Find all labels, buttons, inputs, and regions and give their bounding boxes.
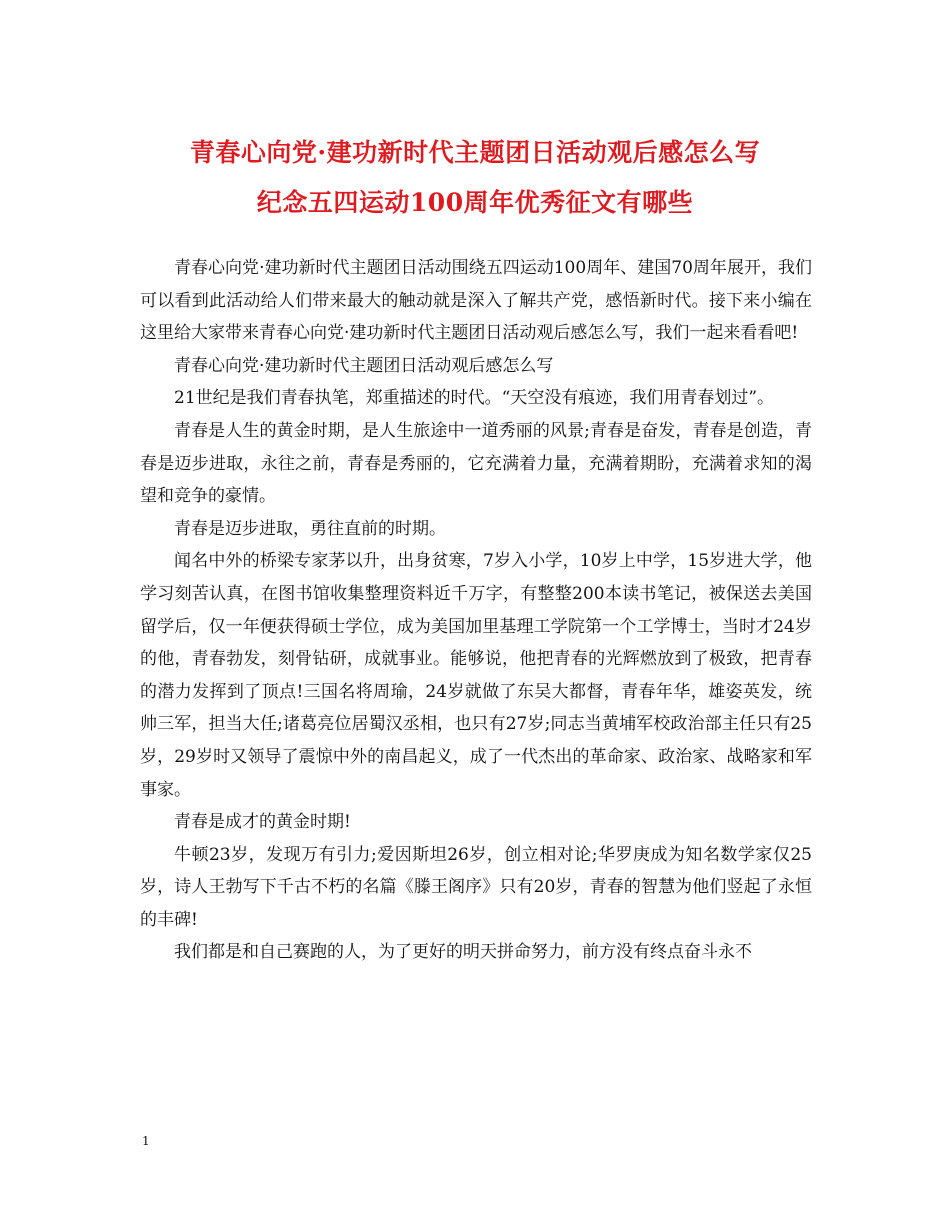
paragraph: 闻名中外的桥梁专家茅以升，出身贫寒，7岁入小学，10岁上中学，15岁进大学，他学习刻苦认真，在图书馆收集整理资料近千万字，有整整200本读书笔记，被保送去美国留学后，仅一年便获得硕士学位，成为美国加里基理工学院第一个工学博士，当时才24岁的他，青春勃发，刻骨钻研，成就事业。能够说，他把青春的光辉燃放到了极致，把青春的潜力发挥到了顶点!三国名将周瑜，24岁就做了东吴大都督，青春年华，雄姿英发，统帅三军，担当大任;诸葛亮位居蜀汉丞相，也只有27岁;同志当黄埔军校政治部主任只有25岁，29岁时又领导了震惊中外的南昌起义，成了一代杰出的革命家、政治家、战略家和军事家。 bbox=[140, 551, 812, 800]
paragraph: 青春是迈步进取，勇往直前的时期。 bbox=[174, 518, 446, 539]
page-number: 1 bbox=[142, 1134, 150, 1148]
title-line-2: 纪念五四运动100周年优秀征文有哪些 bbox=[256, 188, 694, 217]
paragraph-heading: 青春心向党·建功新时代主题团日活动观后感怎么写 bbox=[174, 355, 554, 376]
document-title bbox=[120, 128, 830, 228]
title-line-1: 青春心向党·建功新时代主题团日活动观后感怎么写 bbox=[189, 138, 761, 167]
paragraph: 21世纪是我们青春执笔，郑重描述的时代。“天空没有痕迹，我们用青春划过”。 bbox=[174, 388, 775, 409]
paragraph: 青春是人生的黄金时期，是人生旅途中一道秀丽的风景;青春是奋发，青春是创造，青春是迈步进取，永往之前，青春是秀丽的，它充满着力量，充满着期盼，充满着求知的渴望和竞争的豪情。 bbox=[140, 420, 812, 507]
paragraph: 牛顿23岁，发现万有引力;爱因斯坦26岁，创立相对论;华罗庚成为知名数学家仅25岁，诗人王勃写下千古不朽的名篇《滕王阁序》只有20岁，青春的智慧为他们竖起了永恒的丰碑! bbox=[140, 844, 812, 930]
paragraph: 青春是成才的黄金时期! bbox=[174, 812, 351, 833]
paragraph-intro: 青春心向党·建功新时代主题团日活动围绕五四运动100周年、建国70周年展开，我们可以看到此活动给人们带来最大的触动就是深入了解共产党，感悟新时代。接下来小编在这里给大家带来青春心向党·建功新时代主题团日活动观后感怎么写，我们一起来看看吧! bbox=[140, 258, 812, 344]
document-body bbox=[140, 252, 812, 969]
paragraph: 我们都是和自己赛跑的人，为了更好的明天拼命努力，前方没有终点奋斗永不 bbox=[174, 942, 752, 963]
